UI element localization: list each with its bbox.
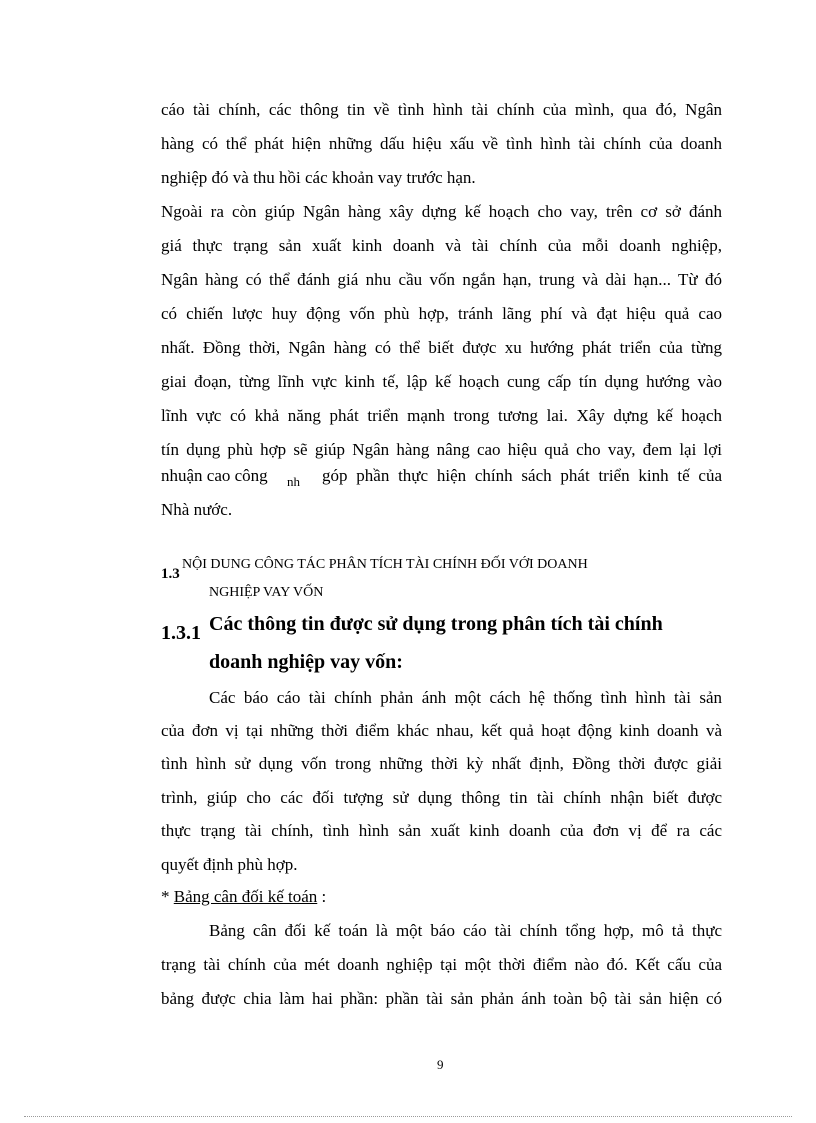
paragraph-2-line-3: Ngân hàng có thể đánh giá nhu cầu vốn ngắn hạn, trung và dài hạn... Từ đó — [161, 270, 722, 289]
bullet-line — [161, 886, 326, 908]
paragraph-3-line-5: thực trạng tài chính, tình hình sản xuất kinh doanh của đơn vị để ra các — [161, 821, 722, 840]
paragraph-2-line-10: Nhà nước. — [161, 500, 233, 519]
paragraph-2-subscript: nh — [287, 474, 300, 489]
section-title-line-2: NGHIỆP VAY VỐN — [209, 585, 324, 600]
paragraph-2-line-9a: nhuận cao công — [161, 466, 268, 485]
paragraph-4-line-2: trạng tài chính của mét doanh nghiệp tại một thời điểm nào đó. Kết cấu của — [161, 955, 722, 974]
bullet-suffix: : — [321, 887, 327, 906]
page-number: 9 — [437, 1057, 444, 1072]
paragraph-2-line-7: lĩnh vực có khả năng phát triển mạnh trong tương lai. Xây dựng kế hoạch — [161, 406, 722, 425]
paragraph-1-line-1: cáo tài chính, các thông tin về tình hình tài chính của mình, qua đó, Ngân — [161, 100, 722, 119]
paragraph-2-line-4: có chiến lược huy động vốn phù hợp, tránh lãng phí và đạt hiệu quả cao — [161, 304, 722, 323]
paragraph-2-line-8: tín dụng phù hợp sẽ giúp Ngân hàng nâng cao hiệu quả cho vay, đem lại lợi — [161, 440, 722, 459]
paragraph-4-line-3: bảng được chia làm hai phần: phần tài sản phản ánh toàn bộ tài sản hiện có — [161, 989, 722, 1008]
paragraph-2-line-9b: góp phần thực hiện chính sách phát triển kinh tế của — [322, 466, 722, 485]
paragraph-3-line-1: Các báo cáo tài chính phản ánh một cách hệ thống tình hình tài sản — [209, 688, 722, 707]
page-bottom-divider — [24, 1116, 792, 1117]
section-number: 1.3 — [161, 566, 180, 582]
bullet-marker: * — [161, 887, 170, 906]
paragraph-2-line-1: Ngoài ra còn giúp Ngân hàng xây dựng kế hoạch cho vay, trên cơ sở đánh — [161, 202, 722, 221]
section-title-line-1: NỘI DUNG CÔNG TÁC PHÂN TÍCH TÀI CHÍNH ĐỐI VỚI DOANH — [182, 557, 588, 572]
paragraph-2-line-2: giá thực trạng sản xuất kinh doanh và tài chính của mỗi doanh nghiệp, — [161, 236, 722, 255]
paragraph-3-line-2: của đơn vị tại những thời điểm khác nhau, kết quả hoạt động kinh doanh và — [161, 721, 722, 740]
bullet-label: Bảng cân đối kế toán — [173, 887, 318, 906]
subsection-title-line-2: doanh nghiệp vay vốn: — [209, 651, 403, 673]
paragraph-3-line-4: trình, giúp cho các đối tượng sử dụng thông tin tài chính nhận biết được — [161, 788, 722, 807]
paragraph-1-line-2: hàng có thể phát hiện những dấu hiệu xấu về tình hình tài chính của doanh — [161, 134, 722, 153]
paragraph-3-line-6: quyết định phù hợp. — [161, 855, 298, 874]
paragraph-2-line-6: giai đoạn, từng lĩnh vực kinh tế, lập kế hoạch cung cấp tín dụng hướng vào — [161, 372, 722, 391]
paragraph-2-line-5: nhất. Đồng thời, Ngân hàng có thể biết được xu hướng phát triển của từng — [161, 338, 722, 357]
paragraph-4-line-1: Bảng cân đối kế toán là một báo cáo tài chính tổng hợp, mô tả thực — [209, 921, 722, 940]
paragraph-3-line-3: tình hình sử dụng vốn trong những thời kỳ nhất định, Đồng thời được giải — [161, 754, 722, 773]
paragraph-1-line-3: nghiệp đó và thu hồi các khoản vay trước hạn. — [161, 168, 476, 187]
subsection-number: 1.3.1 — [161, 622, 201, 644]
subsection-title-line-1: Các thông tin được sử dụng trong phân tích tài chính — [209, 613, 663, 635]
